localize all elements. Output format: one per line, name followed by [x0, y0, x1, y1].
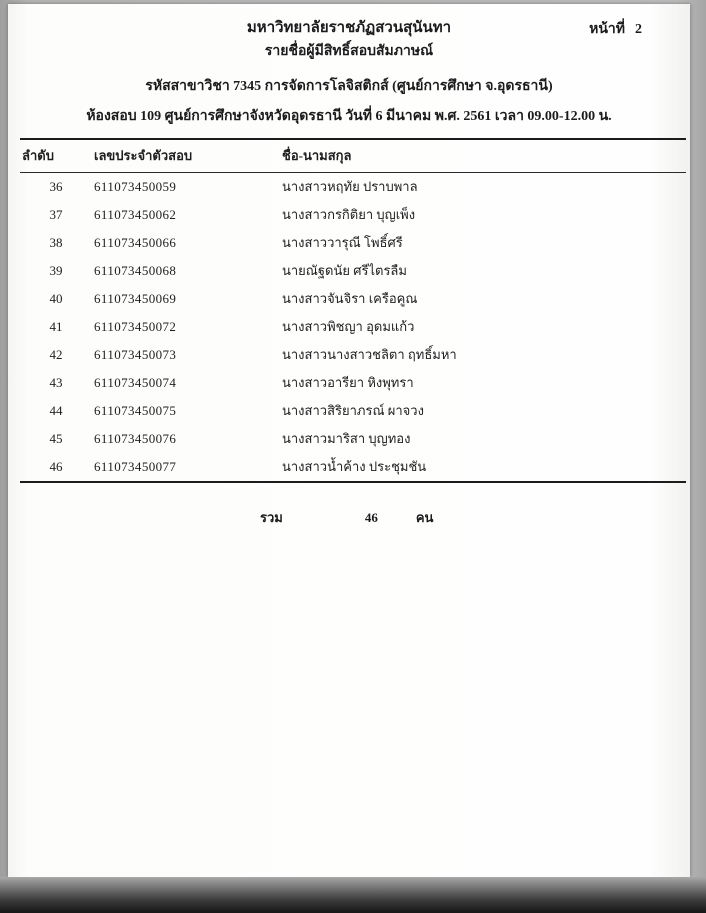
document-header: [8, 4, 690, 128]
program-line: รหัสสาขาวิชา 7345 การจัดการโลจิสติกส์ (ศูนย์การศึกษา จ.อุดรธานี): [145, 79, 553, 94]
row-number: 45: [49, 430, 63, 446]
university-title: มหาวิทยาลัยราชภัฏสวนสุนันทา: [246, 20, 452, 36]
row-number: 42: [49, 346, 63, 362]
exam-id: 611073450072: [94, 318, 177, 334]
row-number: 43: [49, 374, 63, 390]
row-number: 37: [49, 206, 63, 222]
exam-id: 611073450077: [94, 458, 177, 474]
candidate-name: นางสาวน้ำค้าง ประชุมชัน: [282, 459, 427, 474]
scan-edge-shadow: [0, 877, 706, 913]
document-subtitle: รายชื่อผู้มีสิทธิ์สอบสัมภาษณ์: [264, 44, 434, 59]
table-row: [20, 425, 686, 453]
total-label: รวม: [260, 510, 283, 525]
row-number: 39: [49, 262, 63, 278]
exam-id: 611073450059: [94, 178, 177, 194]
candidate-name: นางสาวหฤทัย ปราบพาล: [282, 179, 418, 194]
table-row: [20, 201, 686, 229]
candidate-name: นางสาววารุณี โพธิ์ศรี: [282, 235, 403, 250]
table-row: [20, 341, 686, 369]
row-number: 46: [49, 458, 63, 474]
row-number: 38: [49, 234, 63, 250]
candidate-name: นางสาวมาริสา บุญทอง: [282, 431, 411, 446]
exam-id: 611073450075: [94, 402, 177, 418]
exam-id: 611073450062: [94, 206, 177, 222]
exam-id: 611073450076: [94, 430, 177, 446]
table-row: [20, 313, 686, 341]
column-header-id: เลขประจำตัวสอบ: [94, 148, 193, 163]
column-header-name: ชื่อ-นามสกุล: [282, 148, 352, 163]
table-header-row: [20, 139, 686, 173]
column-header-no: ลำดับ: [22, 148, 54, 163]
page-number-label: หน้าที่: [589, 22, 625, 37]
table-row: [20, 453, 686, 482]
page-number: [589, 18, 642, 40]
candidate-table: [20, 138, 686, 483]
row-number: 41: [49, 318, 63, 334]
exam-id: 611073450066: [94, 234, 177, 250]
table-row: [20, 257, 686, 285]
candidate-name: นางสาวสิริยาภรณ์ ผาจวง: [282, 403, 424, 418]
candidate-name: นางสาวอารียา หิงพุทรา: [282, 375, 414, 390]
exam-id: 611073450069: [94, 290, 177, 306]
exam-id: 611073450074: [94, 374, 177, 390]
table-row: [20, 369, 686, 397]
table-row: [20, 229, 686, 257]
exam-id: 611073450073: [94, 346, 177, 362]
table-row: [20, 173, 686, 202]
row-number: 40: [49, 290, 63, 306]
candidate-name: นางสาวพิชญา อุดมแก้ว: [282, 319, 415, 334]
table-row: [20, 397, 686, 425]
candidate-name: นายณัฐดนัย ศรีไตรลืม: [282, 263, 407, 278]
table-row: [20, 285, 686, 313]
candidate-name: นางสาวกรกิติยา บุญเพ็ง: [282, 207, 416, 222]
total-value: 46: [364, 510, 378, 525]
candidate-name: นางสาวจันจิรา เครือคูณ: [282, 291, 418, 306]
exam-id: 611073450068: [94, 262, 177, 278]
page-number-value: 2: [635, 22, 642, 37]
total-unit-label: คน: [415, 510, 434, 525]
row-number: 36: [49, 178, 63, 194]
exam-session-line: ห้องสอบ 109 ศูนย์การศึกษาจังหวัดอุดรธานี วันที่ 6 มีนาคม พ.ศ. 2561 เวลา 09.00-12.00 น.: [86, 109, 612, 124]
document-page: [8, 4, 690, 877]
summary-row: [8, 507, 690, 528]
candidate-name: นางสาวนางสาวชลิตา ฤทธิ์มหา: [282, 347, 457, 362]
row-number: 44: [49, 402, 63, 418]
